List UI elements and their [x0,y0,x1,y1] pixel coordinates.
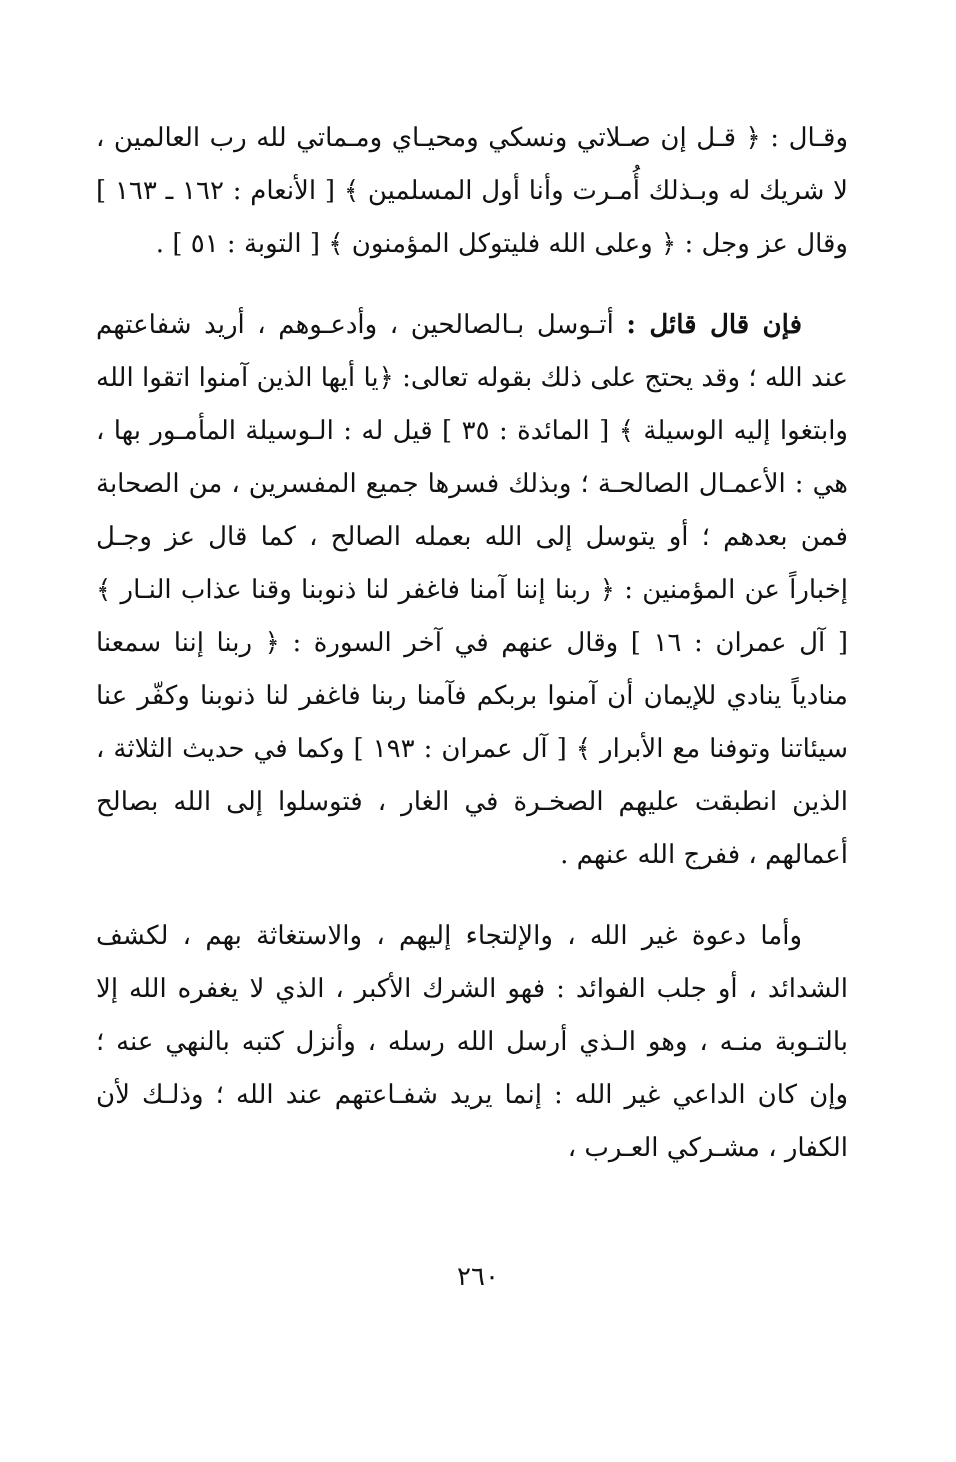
paragraph-3-text: وأما دعوة غير الله ، والإلتجاء إليهم ، والاستغاثة بهم ، لكشف الشدائد ، أو جلب الفوائد : فهو الشرك الأكبر ، الذي لا يغفره الله إلا بالتـوبة منـه ، وهو الـذي أرسل الله رسله ، وأنزل كتبه بالنهي عنه ؛ وإن كان الداعي غير الله : إنما يريد شفـاعتهم عند الله ؛ وذلـك لأن الكفار ، مشـركي العـرب ، [96,921,848,1163]
paragraph-3 [96,910,848,1175]
paragraph-2-text: أتـوسل بـالصالحين ، وأدعـوهم ، أريد شفاعتهم عند الله ؛ وقد يحتج على ذلك بقوله تعالى: ﴿يا أيها الذين آمنوا اتقوا الله وابتغوا إليه الوسيلة ﴾ [ المائدة : ٣٥ ] قيل له : الـوسيلة المأمـور بها ، هي : الأعمـال الصالحـة ؛ وبذلك فسرها جميع المفسرين ، من الصحابة فمن بعدهم ؛ أو يتوسل إلى الله بعمله الصالح ، كما قال عز وجـل إخباراً عن المؤمنين : ﴿ ربنا إننا آمنا فاغفر لنا ذنوبنا وقنا عذاب النـار ﴾ [ آل عمران : ١٦ ] وقال عنهم في آخر السورة : ﴿ ربنا إننا سمعنا منادياً ينادي للإيمان أن آمنوا بربكم فآمنا ربنا فاغفر لنا ذنوبنا وكفّر عنا سيئاتنا وتوفنا مع الأبرار ﴾ [ آل عمران : ١٩٣ ] وكما في حديث الثلاثة ، الذين انطبقت عليهم الصخـرة في الغار ، فتوسلوا إلى الله بصالح أعمالهم ، ففرج الله عنهم . [96,310,849,870]
paragraph-1-text: وقـال : ﴿ قـل إن صـلاتي ونسكي ومحيـاي ومـماتي لله رب العالمين ، لا شريك له وبـذلك أُمـرت وأنا أول المسلمين ﴾ [ الأنعام : ١٦٢ ـ ١٦٣ ] وقال عز وجل : ﴿ وعلى الله فليتوكل المؤمنون ﴾ [ التوبة : ٥١ ] . [96,123,848,259]
paragraph-2-lead: فإن قال قائل : [626,310,803,340]
paragraph-2 [96,299,848,882]
page-number: ٢٦٠ [457,1262,499,1292]
document-page [96,112,848,1175]
paragraph-1 [96,112,848,271]
